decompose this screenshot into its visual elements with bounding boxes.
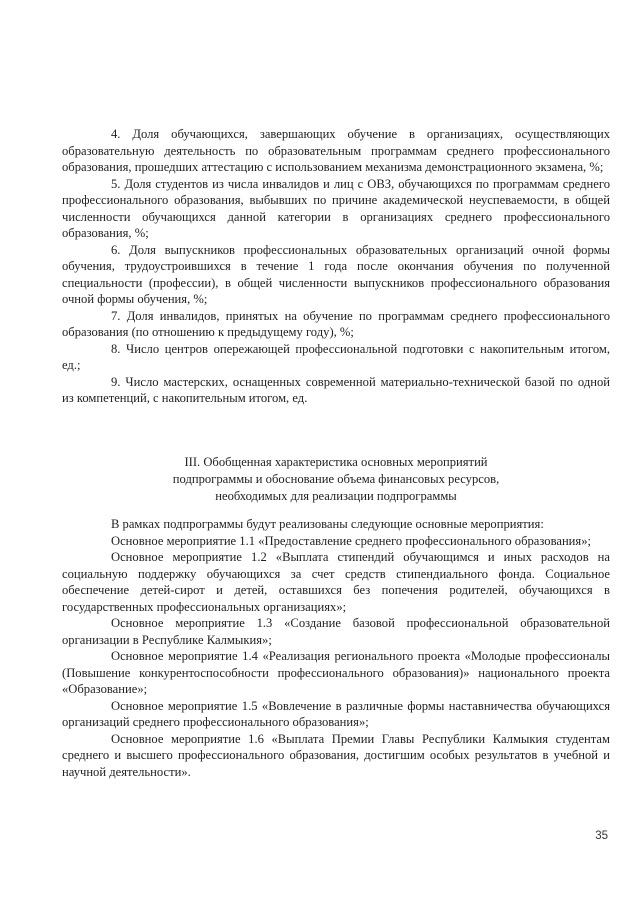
indicator-item-7: 7. Доля инвалидов, принятых на обучение по программам среднего профессионального образования (по отношению к предыдущему году), %; (62, 308, 610, 339)
activity-item-1-2: Основное мероприятие 1.2 «Выплата стипендий обучающимся и иных расходов на социальную поддержку обучающихся за счет средств стипендиального фонда. Социальное обеспечение детей-сирот и детей, оставшихся без попечения родителей, обучающихся в государственных профессиональных организациях»; (62, 550, 610, 614)
indicator-item-8: 8. Число центров опережающей профессиональной подготовки с накопительным итогом, ед.; (62, 341, 610, 372)
activity-item-1-1: Основное мероприятие 1.1 «Предоставление среднего профессионального образования»; (111, 533, 592, 548)
indicator-item-9: 9. Число мастерских, оснащенных современной материально-технической базой по одной из компетенций, с накопительным итогом, ед. (62, 374, 610, 405)
activities-list (62, 516, 610, 780)
page-number: 35 (595, 830, 608, 842)
activity-item-1-3: Основное мероприятие 1.3 «Создание базовой профессиональной образовательной организации в Республике Калмыкия»; (62, 616, 610, 647)
activity-item-1-4: Основное мероприятие 1.4 «Реализация регионального проекта «Молодые профессионалы (Повышение конкурентоспособности профессионального образования)» национального проекта «Образование»; (62, 649, 610, 696)
section-heading (62, 454, 610, 505)
activity-item-1-6: Основное мероприятие 1.6 «Выплата Премии Главы Республики Калмыкия студентам среднего и высшего профессионального образования, достигшим особых результатов в учебной и научной деятельности». (62, 731, 610, 779)
indicator-list (62, 126, 610, 407)
section-heading-line-2: подпрограммы и обоснование объема финансовых ресурсов, (172, 472, 500, 486)
indicator-item-5: 5. Доля студентов из числа инвалидов и лиц с ОВЗ, обучающихся по программам среднего профессионального образования, выбывших по причине академической неуспеваемости, в общей численности обучающихся данной категории в организациях среднего профессионального образования, %; (62, 176, 610, 240)
activity-item-1-5: Основное мероприятие 1.5 «Вовлечение в различные формы наставничества обучающихся организаций среднего профессионального образования»; (62, 698, 610, 729)
section-heading-line-3: необходимых для реализации подпрограммы (215, 489, 457, 503)
section-heading-line-1: III. Обобщенная характеристика основных мероприятий (184, 455, 488, 469)
activities-intro: В рамках подпрограммы будут реализованы следующие основные мероприятия: (111, 517, 544, 531)
indicator-item-4: 4. Доля обучающихся, завершающих обучение в организациях, осуществляющих образовательную деятельность по образовательным программам среднего профессионального образования, прошедших аттестацию с использованием механизма демонстрационного экзамена, %; (62, 127, 610, 174)
indicator-item-6: 6. Доля выпускников профессиональных образовательных организаций очной формы обучения, трудоустроившихся в течение 1 года после окончания обучения по полученной специальности (профессии), в общей численности выпускников профессионального образования очной формы обучения, %; (62, 242, 610, 306)
